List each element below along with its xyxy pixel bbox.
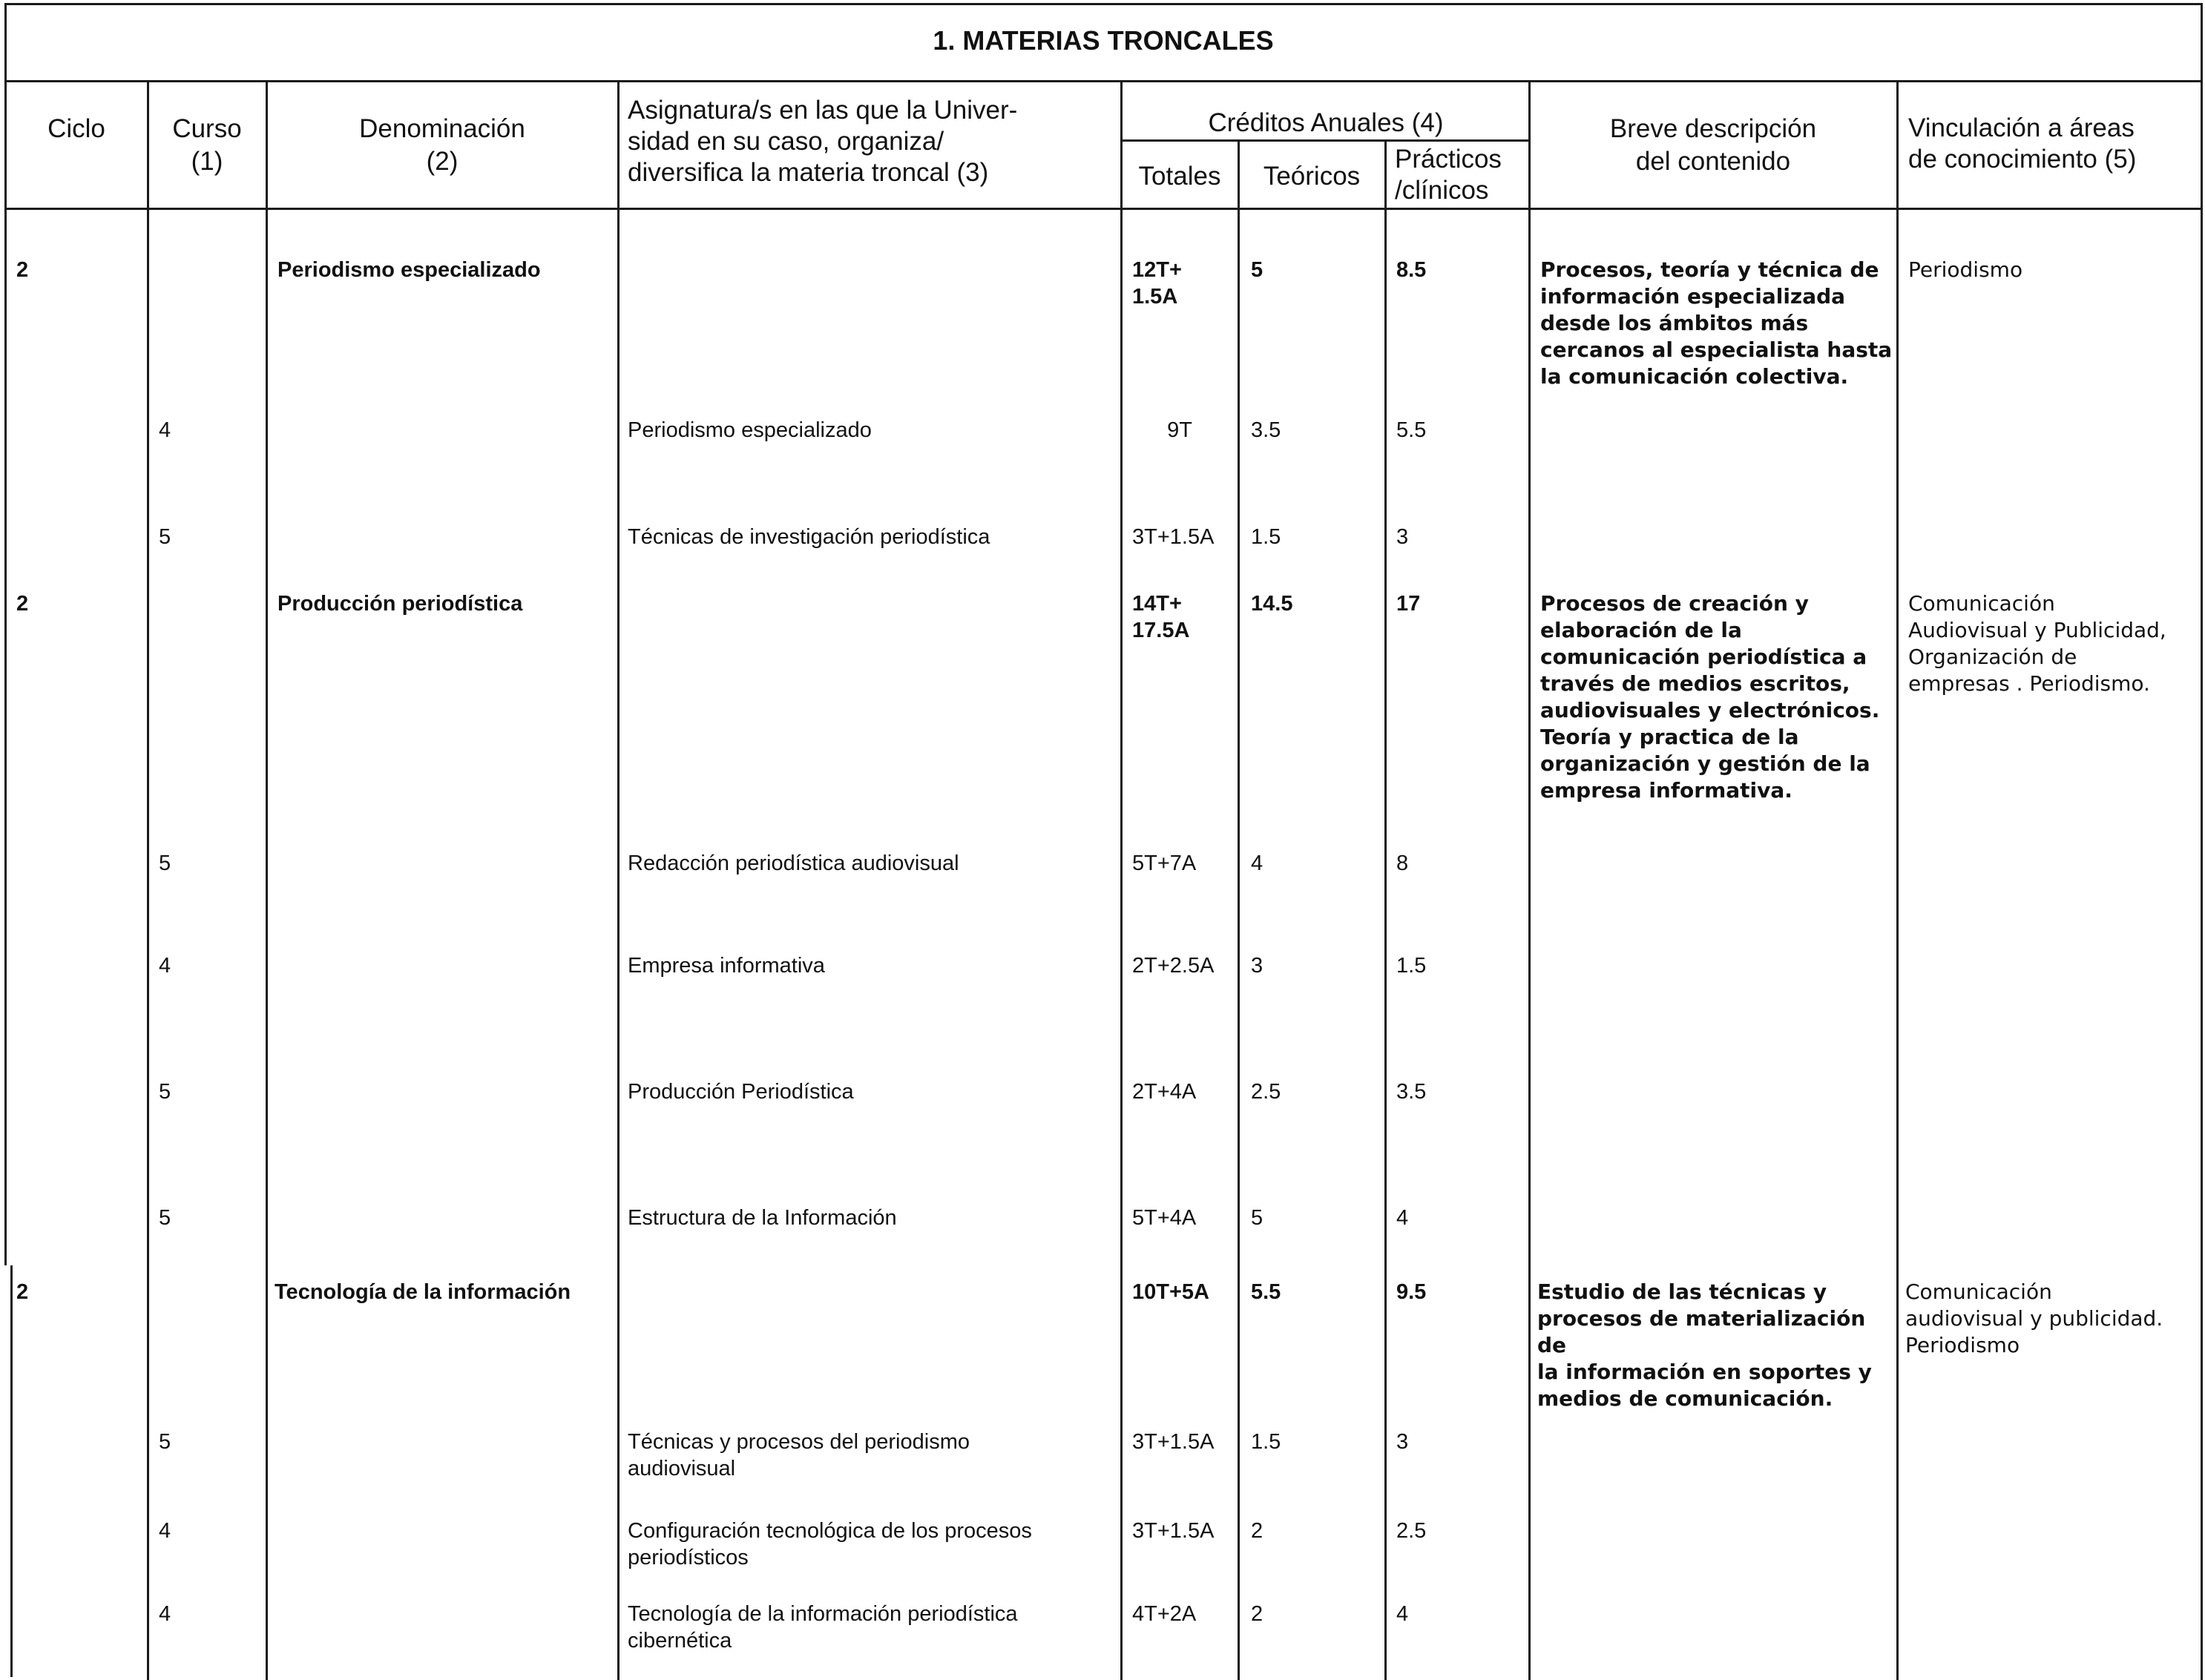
row-4-practicos: 8 [1396, 851, 1409, 875]
row-0-vinculacion: Periodismo [1908, 257, 2023, 282]
title-bottom-border [4, 80, 2202, 82]
row-4-asignatura: Redacción periodística audiovisual [628, 851, 959, 875]
header-ciclo: Ciclo [47, 114, 105, 143]
row-0-descripcion: Procesos, teoría y técnica de información especializada desde los ámbitos más cercanos al especialista hasta la comunicación colectiva. [1540, 257, 1893, 389]
row-0-practicos: 8.5 [1396, 258, 1427, 282]
header-practicos: Prácticos /clínicos [1395, 145, 1502, 205]
row-5-curso: 4 [159, 954, 171, 978]
row-6-curso: 5 [159, 1080, 171, 1104]
row-7-asignatura: Estructura de la Información [628, 1206, 897, 1230]
col-divider-practicos [1384, 141, 1387, 1680]
row-10-teoricos: 2 [1251, 1519, 1263, 1543]
row-10-curso: 4 [159, 1519, 171, 1543]
row-2-practicos: 3 [1396, 525, 1409, 549]
row-3-denominacion: Producción periodística [277, 592, 523, 616]
row-6-teoricos: 2.5 [1251, 1080, 1281, 1104]
row-8-practicos: 9.5 [1396, 1280, 1427, 1304]
row-2-teoricos: 1.5 [1251, 525, 1281, 549]
col-divider-descripcion [1528, 80, 1531, 1680]
row-5-totales: 2T+2.5A [1132, 954, 1215, 978]
header-totales: Totales [1138, 162, 1221, 191]
row-0-totales: 12T+ 1.5A [1132, 258, 1182, 309]
row-11-asignatura: Tecnología de la información periodística cibernética [628, 1602, 1018, 1653]
row-9-teoricos: 1.5 [1251, 1430, 1281, 1454]
row-3-totales: 14T+ 17.5A [1132, 592, 1190, 642]
row-1-asignatura: Periodismo especializado [628, 418, 872, 442]
row-6-totales: 2T+4A [1132, 1080, 1197, 1104]
header-creditos-anuales: Créditos Anuales (4) [1208, 108, 1444, 137]
creditos-subheader-border [1122, 139, 1530, 142]
row-11-totales: 4T+2A [1132, 1602, 1197, 1626]
row-9-practicos: 3 [1396, 1430, 1409, 1454]
row-9-totales: 3T+1.5A [1132, 1430, 1215, 1454]
row-4-totales: 5T+7A [1132, 851, 1197, 875]
row-8-vinculacion: Comunicación audiovisual y publicidad. Periodismo [1905, 1279, 2163, 1357]
row-9-curso: 5 [159, 1430, 171, 1454]
row-0-denominacion: Periodismo especializado [277, 258, 541, 282]
row-10-practicos: 2.5 [1396, 1519, 1427, 1543]
row-7-practicos: 4 [1396, 1206, 1409, 1230]
col-divider-vinculacion [1896, 80, 1899, 1680]
row-3-ciclo: 2 [16, 592, 29, 616]
row-7-totales: 5T+4A [1132, 1206, 1197, 1230]
row-5-practicos: 1.5 [1396, 954, 1427, 978]
row-1-practicos: 5.5 [1396, 418, 1427, 442]
header-vinculacion: Vinculación a áreas de conocimiento (5) [1908, 113, 2137, 174]
row-11-teoricos: 2 [1251, 1602, 1263, 1626]
header-bottom-border [4, 208, 2202, 210]
table-right-border [2201, 3, 2203, 1680]
col-divider-totales [1120, 80, 1123, 1680]
row-7-teoricos: 5 [1251, 1206, 1263, 1230]
row-9-asignatura: Técnicas y procesos del periodismo audiovisual [628, 1430, 970, 1480]
row-2-totales: 3T+1.5A [1132, 525, 1215, 549]
header-teoricos: Teóricos [1263, 162, 1361, 191]
row-7-curso: 5 [159, 1206, 171, 1230]
row-1-totales: 9T [1167, 418, 1192, 442]
table-left-border [4, 3, 7, 1265]
col-divider-teoricos [1238, 141, 1240, 1680]
row-1-teoricos: 3.5 [1251, 418, 1281, 442]
header-curso: Curso (1) [172, 114, 242, 176]
table-title: 1. MATERIAS TRONCALES [933, 25, 1274, 56]
row-1-curso: 4 [159, 418, 171, 442]
row-8-ciclo: 2 [16, 1280, 29, 1304]
row-0-teoricos: 5 [1251, 258, 1263, 282]
row-3-descripcion: Procesos de creación y elaboración de la comunicación periodística a través de medios escritos, audiovisuales y electrónicos. Teoría y practica de la organización y gestión de la empresa informativa. [1540, 591, 1880, 803]
row-8-teoricos: 5.5 [1251, 1280, 1281, 1304]
row-8-denominacion: Tecnología de la información [275, 1280, 571, 1304]
row-5-asignatura: Empresa informativa [628, 954, 825, 978]
header-denominacion: Denominación (2) [359, 114, 525, 176]
row-4-teoricos: 4 [1251, 851, 1263, 875]
col-divider-denominacion [266, 80, 268, 1680]
row-2-asignatura: Técnicas de investigación periodística [628, 525, 990, 549]
row-8-descripcion: Estudio de las técnicas y procesos de materialización de la información en soportes y medios de comunicación. [1537, 1279, 1872, 1411]
col-divider-curso [147, 80, 149, 1680]
col-divider-asignatura [617, 80, 620, 1680]
table-top-border [4, 3, 2202, 5]
row-3-teoricos: 14.5 [1251, 592, 1293, 616]
header-asignatura: Asignatura/s en las que la Univer- sidad en su caso, organiza/ diversifica la materia troncal (3) [628, 96, 1018, 187]
row-2-curso: 5 [159, 525, 171, 549]
table-left-border-lower [10, 1265, 13, 1677]
row-10-totales: 3T+1.5A [1132, 1519, 1215, 1543]
row-5-teoricos: 3 [1251, 954, 1263, 978]
row-4-curso: 5 [159, 851, 171, 875]
row-8-totales: 10T+5A [1132, 1280, 1209, 1304]
row-3-practicos: 17 [1396, 592, 1421, 616]
header-descripcion: Breve descripción del contenido [1609, 114, 1817, 176]
row-11-curso: 4 [159, 1602, 171, 1626]
row-6-practicos: 3.5 [1396, 1080, 1427, 1104]
row-10-asignatura: Configuración tecnológica de los procesos periodísticos [628, 1519, 1032, 1569]
row-0-ciclo: 2 [16, 258, 29, 282]
row-3-vinculacion: Comunicación Audiovisual y Publicidad, Organización de empresas . Periodismo. [1908, 591, 2166, 696]
row-6-asignatura: Producción Periodística [628, 1080, 854, 1104]
row-11-practicos: 4 [1396, 1602, 1409, 1626]
